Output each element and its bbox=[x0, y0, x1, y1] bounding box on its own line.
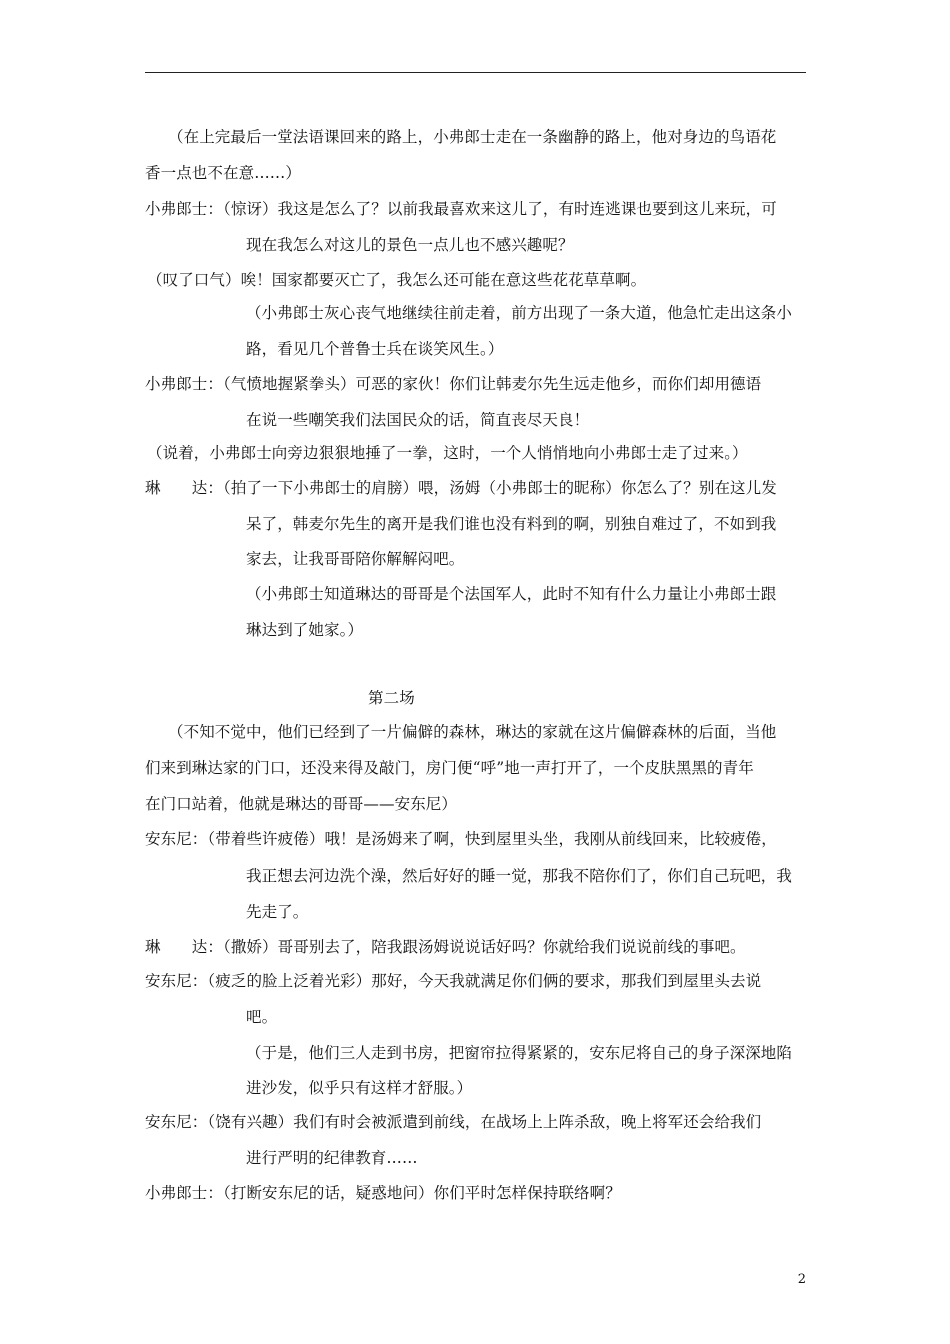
dialogue-line: 安东尼：（疲乏的脸上泛着光彩）那好，今天我就满足你们俩的要求，那我们到屋里头去说 bbox=[145, 972, 762, 990]
stage-direction: （小弗郎士灰心丧气地继续往前走着，前方出现了一条大道，他急忙走出这条小 bbox=[246, 304, 793, 322]
dialogue-line: 小弗郎士：（气愤地握紧拳头）可恶的家伙！你们让韩麦尔先生远走他乡，而你们却用德语 bbox=[145, 375, 762, 393]
dialogue-line: 吧。 bbox=[246, 1008, 278, 1026]
page-number: 2 bbox=[797, 1272, 806, 1287]
stage-direction: 琳达到了她家。） bbox=[246, 621, 364, 639]
dialogue-line: 琳 达：（拍了一下小弗郎士的肩膀）喂，汤姆（小弗郎士的昵称）你怎么了？别在这儿发 bbox=[145, 479, 777, 497]
dialogue-line: 小弗郎士：（打断安东尼的话，疑惑地问）你们平时怎样保持联络啊？ bbox=[145, 1184, 621, 1202]
stage-direction: （说着，小弗郎士向旁边狠狠地捶了一拳，这时，一个人悄悄地向小弗郎士走了过来。） bbox=[147, 444, 748, 462]
stage-direction: 在门口站着，他就是琳达的哥哥——安东尼） bbox=[145, 795, 458, 813]
stage-direction: 进沙发，似乎只有这样才舒服。） bbox=[246, 1079, 473, 1097]
dialogue-line: 我正想去河边洗个澡，然后好好的睡一觉，那我不陪你们了，你们自己玩吧，我 bbox=[246, 867, 793, 885]
scene-heading: 第二场 bbox=[368, 689, 415, 707]
dialogue-line: 现在我怎么对这儿的景色一点儿也不感兴趣呢？ bbox=[246, 236, 574, 254]
dialogue-line: 家去，让我哥哥陪你解解闷吧。 bbox=[246, 550, 465, 568]
header-rule bbox=[145, 72, 806, 73]
dialogue-line: 呆了，韩麦尔先生的离开是我们谁也没有料到的啊，别独自难过了，不如到我 bbox=[246, 515, 777, 533]
dialogue-line: 小弗郎士：（惊讶）我这是怎么了？以前我最喜欢来这儿了，有时连逃课也要到这儿来玩，可 bbox=[145, 200, 777, 218]
stage-direction: （于是，他们三人走到书房，把窗帘拉得紧紧的，安东尼将自己的身子深深地陷 bbox=[246, 1044, 793, 1062]
dialogue-line: 进行严明的纪律教育…… bbox=[246, 1149, 418, 1167]
stage-direction: 路，看见几个普鲁士兵在谈笑风生。） bbox=[246, 340, 504, 358]
stage-direction: （不知不觉中，他们已经到了一片偏僻的森林，琳达的家就在这片偏僻森林的后面，当他 bbox=[168, 723, 777, 741]
stage-direction: （小弗郎士知道琳达的哥哥是个法国军人，此时不知有什么力量让小弗郎士跟 bbox=[246, 585, 777, 603]
stage-direction: 香一点也不在意……） bbox=[145, 164, 302, 182]
stage-direction: 们来到琳达家的门口，还没来得及敲门，房门便“呼”地一声打开了，一个皮肤黑黑的青年 bbox=[145, 759, 754, 777]
dialogue-line: 安东尼：（饶有兴趣）我们有时会被派遣到前线，在战场上上阵杀敌，晚上将军还会给我们 bbox=[145, 1113, 762, 1131]
dialogue-line: 琳 达：（撒娇）哥哥别去了，陪我跟汤姆说说话好吗？你就给我们说说前线的事吧。 bbox=[145, 938, 746, 956]
dialogue-line: 安东尼：（带着些许疲倦）哦！是汤姆来了啊，快到屋里头坐，我刚从前线回来，比较疲倦， bbox=[145, 830, 777, 848]
dialogue-line: （叹了口气）唉！国家都要灭亡了，我怎么还可能在意这些花花草草啊。 bbox=[147, 271, 647, 289]
dialogue-line: 先走了。 bbox=[246, 903, 309, 921]
dialogue-line: 在说一些嘲笑我们法国民众的话，简直丧尽天良！ bbox=[246, 411, 590, 429]
stage-direction: （在上完最后一堂法语课回来的路上，小弗郎士走在一条幽静的路上，他对身边的鸟语花 bbox=[168, 128, 777, 146]
